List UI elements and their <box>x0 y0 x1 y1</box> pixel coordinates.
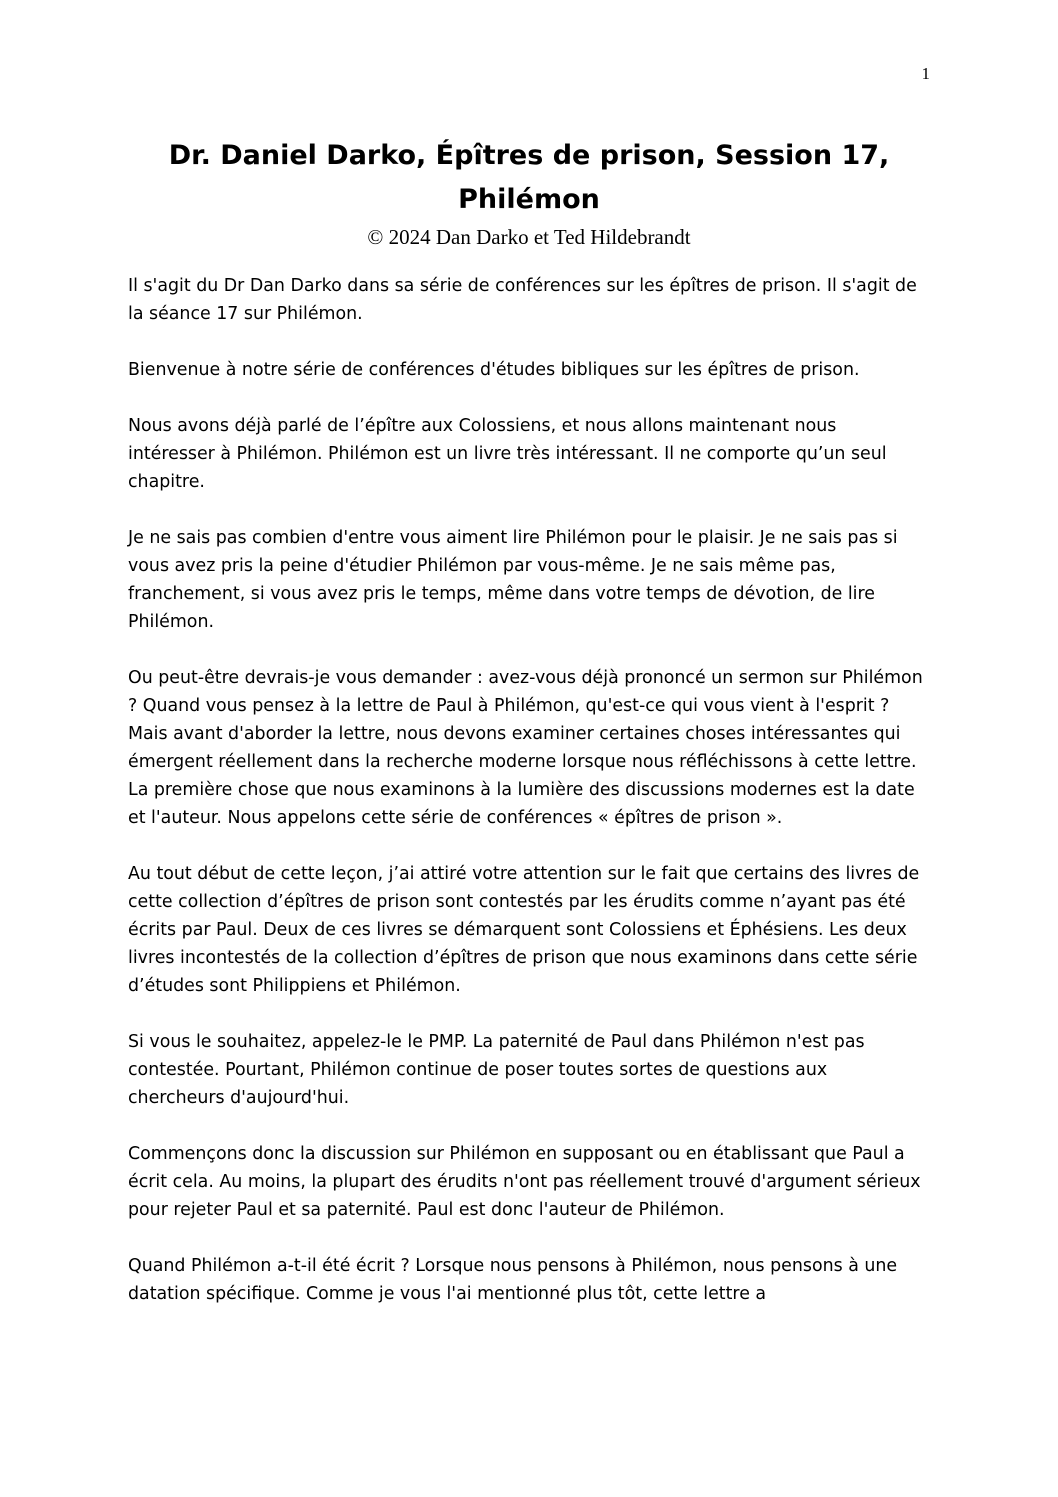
document-title: Dr. Daniel Darko, Épîtres de prison, Session 17, Philémon <box>168 140 890 215</box>
paragraph: Si vous le souhaitez, appelez-le le PMP. La paternité de Paul dans Philémon n'est pas contestée. Pourtant, Philémon continue de poser toutes sortes de questions aux chercheurs d'aujourd'hui. <box>128 1032 865 1108</box>
page-number: 1 <box>921 64 930 83</box>
paragraph: Quand Philémon a-t-il été écrit ? Lorsque nous pensons à Philémon, nous pensons à une datation spécifique. Comme je vous l'ai mentionné plus tôt, cette lettre a <box>128 1256 898 1304</box>
paragraph: Nous avons déjà parlé de l’épître aux Colossiens, et nous allons maintenant nous intéresser à Philémon. Philémon est un livre très intéressant. Il ne comporte qu’un seul chapitre. <box>128 416 887 492</box>
paragraph: Commençons donc la discussion sur Philémon en supposant ou en établissant que Paul a écrit cela. Au moins, la plupart des érudits n'ont pas réellement trouvé d'argument sérieux pour rejeter Paul et sa paternité. Paul est donc l'auteur de Philémon. <box>128 1144 921 1220</box>
paragraph: Ou peut-être devrais-je vous demander : avez-vous déjà prononcé un sermon sur Philémon ? Quand vous pensez à la lettre de Paul à Philémon, qu'est-ce qui vous vient à l'esprit ? Mais avant d'aborder la lettre, nous devons examiner certaines choses intéressantes qui émergent réellement dans la recherche moderne lorsque nous réfléchissons à cette lettre. La première chose que nous examinons à la lumière des discussions modernes est la date et l'auteur. Nous appelons cette série de conférences « épîtres de prison ». <box>128 668 923 828</box>
paragraph: Il s'agit du Dr Dan Darko dans sa série de conférences sur les épîtres de prison. Il s'agit de la séance 17 sur Philémon. <box>128 276 917 324</box>
paragraph: Bienvenue à notre série de conférences d'études bibliques sur les épîtres de prison. <box>128 360 860 380</box>
paragraph: Je ne sais pas combien d'entre vous aiment lire Philémon pour le plaisir. Je ne sais pas si vous avez pris la peine d'étudier Philémon par vous-même. Je ne sais même pas, franchement, si vous avez pris le temps, même dans votre temps de dévotion, de lire Philémon. <box>128 528 898 632</box>
copyright-line: © 2024 Dan Darko et Ted Hildebrandt <box>367 225 691 249</box>
paragraph: Au tout début de cette leçon, j’ai attiré votre attention sur le fait que certains des livres de cette collection d’épîtres de prison sont contestés par les érudits comme n’ayant pas été écrits par Paul. Deux de ces livres se démarquent sont Colossiens et Éphésiens. Les deux livres incontestés de la collection d’épîtres de prison que nous examinons dans cette série d’études sont Philippiens et Philémon. <box>128 864 920 996</box>
document-body <box>128 272 928 1336</box>
